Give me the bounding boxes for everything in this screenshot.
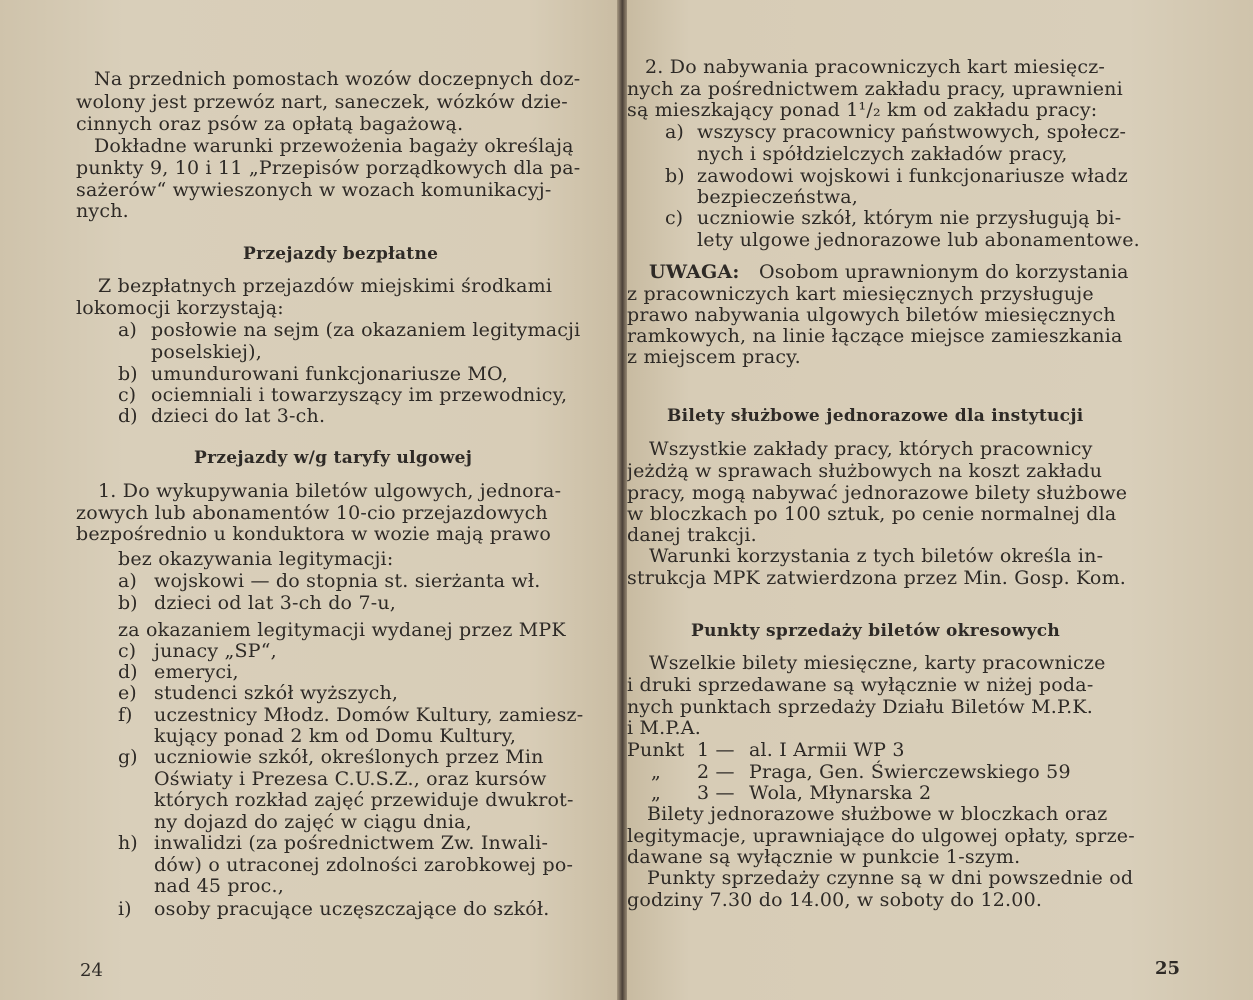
paragraph-line: sażerów“ wywieszonych w wozach komunikacyj- <box>76 179 552 201</box>
paragraph-line: ramkowych, na linie łączące miejsce zamieszkania <box>627 325 1123 347</box>
right-page <box>627 0 1253 1000</box>
point-number: 2 — <box>697 761 735 783</box>
point-prefix: „ <box>651 782 662 804</box>
list-label: c) <box>665 207 684 229</box>
paragraph-line: Warunki korzystania z tych biletów określa in- <box>649 545 1104 567</box>
section-heading: Punkty sprzedaży biletów okresowych <box>691 621 1061 641</box>
list-item-line: osoby pracujące uczęszczające do szkół. <box>154 898 550 920</box>
paragraph-line: Bilety jednorazowe służbowe w bloczkach oraz <box>647 803 1108 825</box>
list-item-line: inwalidzi (za pośrednictwem Zw. Inwali- <box>154 832 549 854</box>
list-item-line: uczestnicy Młodz. Domów Kultury, zamiesz- <box>154 704 584 726</box>
list-item-line: kujący ponad 2 km od Domu Kultury, <box>154 725 517 747</box>
list-label: c) <box>118 640 137 662</box>
list-item-line: dzieci od lat 3-ch do 7-u, <box>154 592 397 614</box>
paragraph-line: danej trakcji. <box>627 524 757 546</box>
paragraph-line: Na przednich pomostach wozów doczepnych doz- <box>94 68 581 90</box>
list-label: b) <box>118 363 138 385</box>
paragraph-line: strukcja MPK zatwierdzona przez Min. Gosp. Kom. <box>627 567 1127 589</box>
section-heading: Przejazdy w/g taryfy ulgowej <box>194 448 473 468</box>
list-label: b) <box>665 165 685 187</box>
paragraph-line: nych za pośrednictwem zakładu pracy, uprawnieni <box>627 78 1123 100</box>
list-label: a) <box>118 570 137 592</box>
list-item-line: wojskowi — do stopnia st. sierżanta wł. <box>154 570 541 592</box>
list-item-line: lety ulgowe jednorazowe lub abonamentowe. <box>697 229 1140 251</box>
list-label: i) <box>118 898 132 920</box>
section-heading: Bilety służbowe jednorazowe dla instytucji <box>667 406 1084 426</box>
point-address: al. I Armii WP 3 <box>749 739 905 761</box>
paragraph-line: punkty 9, 10 i 11 „Przepisów porządkowych dla pa- <box>76 157 581 179</box>
section-heading: Przejazdy bezpłatne <box>243 244 439 264</box>
note-label: UWAGA: <box>649 261 740 283</box>
list-label: h) <box>118 832 138 854</box>
paragraph-line: lokomocji korzystają: <box>76 297 284 319</box>
list-item-line: uczniowie szkół, którym nie przysługują bi- <box>697 207 1122 229</box>
list-item-line: ny dojazd do zajęć w ciągu dnia, <box>154 811 472 833</box>
point-number: 3 — <box>697 782 735 804</box>
list-label: a) <box>118 319 137 341</box>
paragraph-line: nych. <box>76 200 129 222</box>
paragraph-line: zowych lub abonamentów 10-cio przejazdowych <box>76 502 548 524</box>
list-item-line: nad 45 proc., <box>154 875 284 897</box>
list-item-line: bezpieczeństwa, <box>697 186 859 208</box>
paragraph-line: Wszelkie bilety miesięczne, karty pracownicze <box>649 652 1106 674</box>
list-label: e) <box>118 682 137 704</box>
list-item-line: zawodowi wojskowi i funkcjonariusze władz <box>697 165 1128 187</box>
point-prefix: Punkt <box>627 739 685 761</box>
paragraph-line: są mieszkający ponad 1¹/₂ km od zakładu pracy: <box>627 99 1098 121</box>
paragraph-line: legitymacje, uprawniające do ulgowej opłaty, sprze- <box>627 825 1135 847</box>
list-label: b) <box>118 592 138 614</box>
paragraph-line: 1. Do wykupywania biletów ulgowych, jednora- <box>98 480 562 502</box>
list-item-line: których rozkład zajęć przewiduje dwukrot- <box>154 789 574 811</box>
left-page <box>0 0 622 1000</box>
paragraph-line: 2. Do nabywania pracowniczych kart miesięcz- <box>645 56 1106 78</box>
list-item-line: poselskiej), <box>151 341 263 363</box>
paragraph-line: bez okazywania legitymacji: <box>118 548 394 570</box>
list-label: c) <box>118 384 137 406</box>
paragraph-line: Punkty sprzedaży czynne są w dni powszednie od <box>647 867 1134 889</box>
paragraph-line: nych punktach sprzedaży Działu Biletów M.P.K. <box>627 696 1093 718</box>
list-item-line: umundurowani funkcjonariusze MO, <box>151 363 508 385</box>
list-item-line: emeryci, <box>154 661 239 683</box>
paragraph-line: z miejscem pracy. <box>627 346 801 368</box>
point-number: 1 — <box>697 739 735 761</box>
list-item-line: nych i spółdzielczych zakładów pracy, <box>697 143 1068 165</box>
paragraph-line: godziny 7.30 do 14.00, w soboty do 12.00. <box>627 889 1043 911</box>
paragraph-line: jeżdżą w sprawach służbowych na koszt zakładu <box>627 460 1103 482</box>
paragraph-line: Z bezpłatnych przejazdów miejskimi środkami <box>98 275 553 297</box>
list-label: d) <box>118 405 138 427</box>
paragraph-line: prawo nabywania ulgowych biletów miesięcznych <box>627 304 1116 326</box>
paragraph-line: w bloczkach po 100 sztuk, po cenie normalnej dla <box>627 503 1117 525</box>
paragraph-line: z pracowniczych kart miesięcznych przysługuje <box>627 283 1094 305</box>
list-item-line: dzieci do lat 3-ch. <box>151 405 326 427</box>
paragraph-line: Dokładne warunki przewożenia bagaży określają <box>94 135 574 157</box>
list-label: d) <box>118 661 138 683</box>
point-address: Wola, Młynarska 2 <box>749 782 932 804</box>
list-item-line: junacy „SP“, <box>154 640 277 662</box>
list-label: a) <box>665 121 684 143</box>
list-item-line: studenci szkół wyższych, <box>154 682 399 704</box>
list-item-line: Oświaty i Prezesa C.U.S.Z., oraz kursów <box>154 768 547 790</box>
list-item-line: wszyscy pracownicy państwowych, społecz- <box>697 121 1127 143</box>
page-number: 25 <box>1155 958 1181 979</box>
list-item-line: ociemniali i towarzyszący im przewodnicy, <box>151 384 568 406</box>
point-address: Praga, Gen. Świerczewskiego 59 <box>749 761 1071 783</box>
paragraph-line: i druki sprzedawane są wyłącznie w niżej poda- <box>627 674 1094 696</box>
paragraph-line: wolony jest przewóz nart, saneczek, wózków dzie- <box>76 91 568 113</box>
list-label: g) <box>118 746 138 768</box>
paragraph-line: bezpośrednio u konduktora w wozie mają prawo <box>76 523 552 545</box>
paragraph-line: pracy, mogą nabywać jednorazowe bilety służbowe <box>627 482 1128 504</box>
paragraph-line: Wszystkie zakłady pracy, których pracownicy <box>649 438 1093 460</box>
list-item-line: uczniowie szkół, określonych przez Min <box>154 746 544 768</box>
paragraph-line: i M.P.A. <box>627 717 701 739</box>
paragraph-line: cinnych oraz psów za opłatą bagażową. <box>76 113 464 135</box>
list-item-line: posłowie na sejm (za okazaniem legitymacji <box>151 319 581 341</box>
paragraph-line: za okazaniem legitymacji wydanej przez MPK <box>118 619 566 641</box>
point-prefix: „ <box>651 761 662 783</box>
list-label: f) <box>118 704 133 726</box>
paragraph-line: Osobom uprawnionym do korzystania <box>759 261 1129 283</box>
paragraph-line: dawane są wyłącznie w punkcie 1-szym. <box>627 846 1021 868</box>
page-number: 24 <box>80 960 103 981</box>
list-item-line: dów) o utraconej zdolności zarobkowej po- <box>154 854 574 876</box>
